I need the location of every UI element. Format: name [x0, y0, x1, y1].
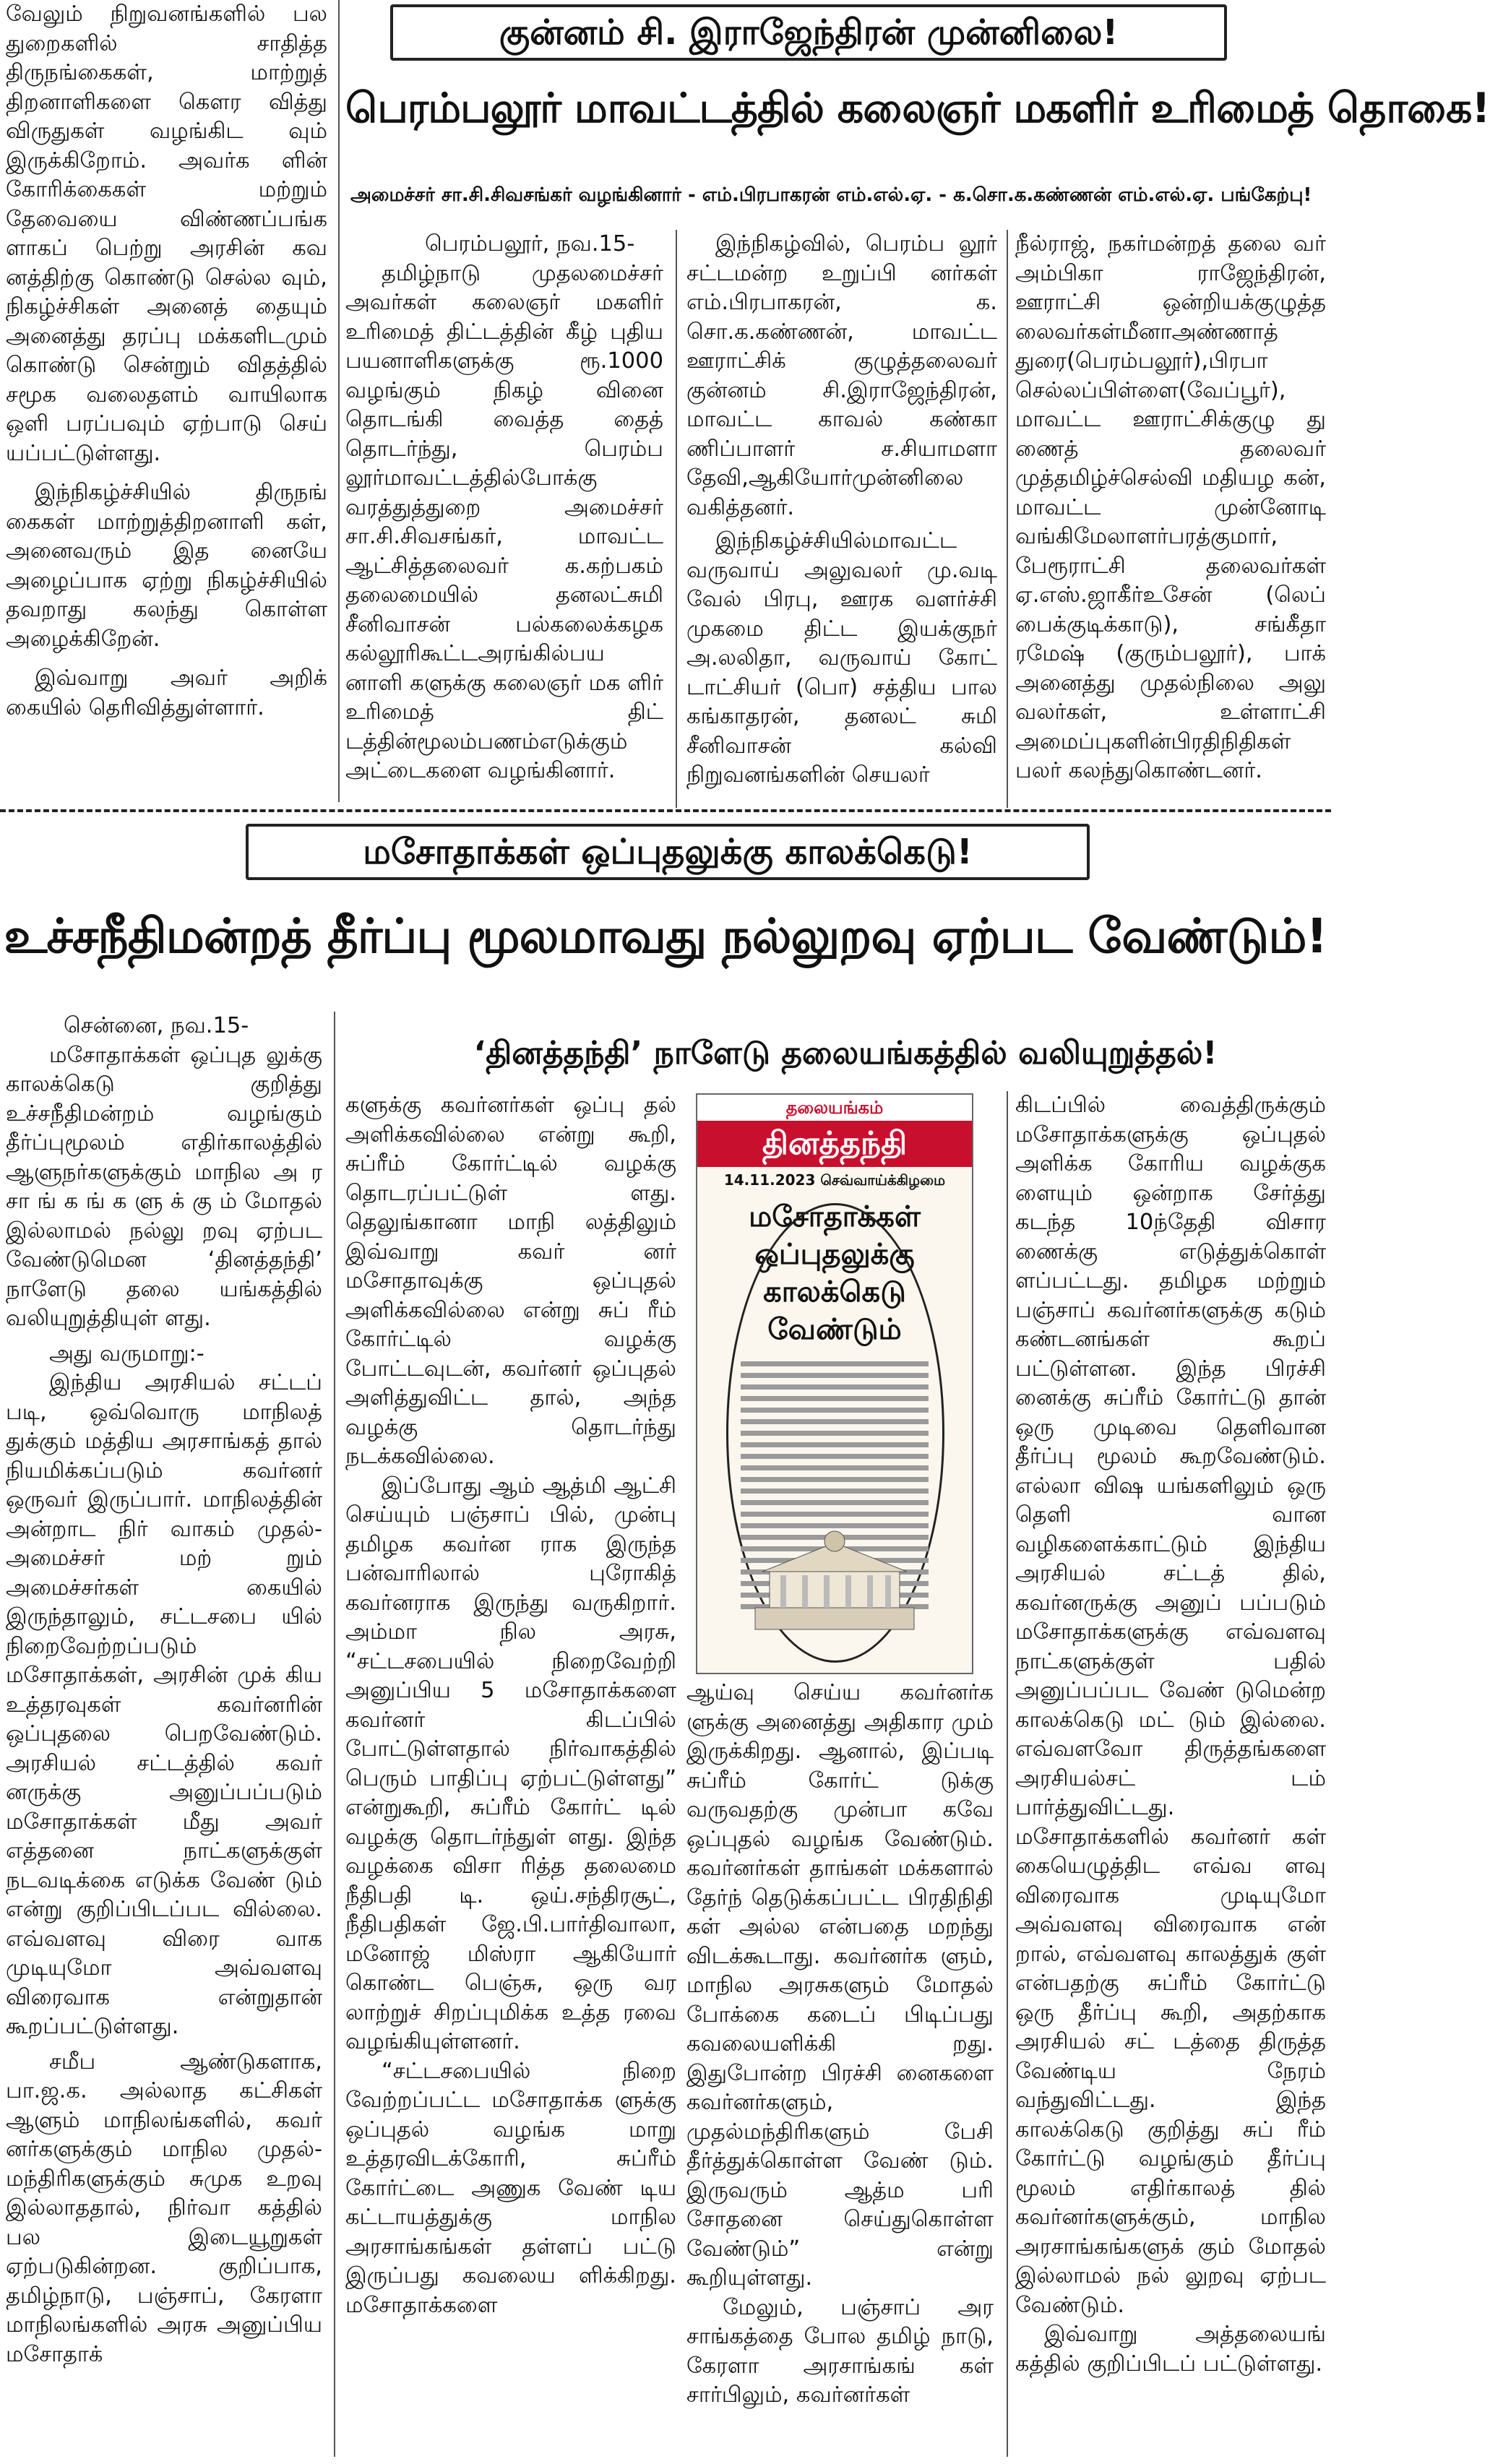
story2-column-3	[686, 1679, 994, 2411]
story1-subhead: அமைச்சர் சா.சி.சிவசங்கர் வழங்கினார் - எம்.பிரபாகரன் எம்.எல்.ஏ. - க.சொ.க.கண்ணன் எம்.எல்.ஏ. பங்கேற்பு!	[350, 184, 1312, 206]
clipping-masthead	[697, 1095, 972, 1167]
paragraph: மேலும், பஞ்சாப் அர சாங்கத்தை போல தமிழ் நாடு, கேரளா அரசாங்கங் கள் சார்பிலும், கவர்னர்கள்	[686, 2294, 994, 2408]
paragraph: இவ்வாறு அவர் அறிக் கையில் தெரிவித்துள்ளார்.	[6, 665, 327, 720]
story1-column-3	[686, 230, 997, 791]
paragraph: இந்நிகழ்ச்சியில்மாவட்ட வருவாய் அலுவலர் மு.வடி வேல் பிரபு, ஊரக வளர்ச்சி முகமை திட்ட இயக்குநர் அ.லலிதா, வருவாய் கோட் டாட்சியர் (பொ) சத்திய பால கங்காதரன், தனலட் சுமி சீனிவாசன் கல்வி நிறுவனங்களின் செயலர்	[686, 528, 997, 788]
paragraph: மசோதாக்கள் ஒப்புத லுக்கு காலக்கெடு குறித்து உச்சநீதிமன்றம் வழங்கும் தீர்ப்புமூலம் எதிர்காலத்தில் ஆளுநர்களுக்கும் மாநில அ ர சா ங் க ங் க ளு க் கு ம் மோதல் இல்லாமல் நல்லு றவு ஏற்பட வேண்டுமென ‘தினத்தந்தி’ நாளேடு தலை யங்கத்தில் வலியுறுத்தியுள் ளது.	[6, 1042, 322, 1331]
story1-column-4	[1015, 230, 1326, 786]
column-rule	[1007, 1091, 1008, 2457]
paragraph: இவ்வாறு அத்தலையங் கத்தில் குறிப்பிடப் பட்டுள்ளது.	[1015, 2322, 1326, 2377]
story1-column-2	[345, 230, 663, 786]
paragraph: இந்திய அரசியல் சட்டப் படி, ஒவ்வொரு மாநிலத் துக்கும் மத்திய அரசாங்கத் தால் நியமிக்கப்படும் கவர்னர் ஒருவர் இருப்பார். மாநிலத்தின் அன்றாட நிர் வாகம் முதல்-அமைச்சர் மற் றும் அமைச்சர்கள் கையில் இருந்தாலும், சட்டசபை யில் நிறைவேற்றப்படும் மசோதாக்கள், அரசின் முக் கிய உத்தரவுகள் கவர்னரின் ஒப்புதலை பெறவேண்டும். அரசியல் சட்டத்தில் கவர் னருக்கு அனுப்பப்படும் மசோதாக்கள் மீது அவர் எத்தனை நாட்களுக்குள் நடவடிக்கை எடுக்க வேண் டும் என்று குறிப்பிடப்பட வில்லை. எவ்வளவு விரை வாக முடியுமோ அவ்வளவு விரைவாக என்றுதான் கூறப்பட்டுள்ளது.	[6, 1370, 322, 2039]
paragraph: தமிழ்நாடு முதலமைச்சர் அவர்கள் கலைஞர் மகளிர் உரிமைத் திட்டத்தின் கீழ் புதிய பயனாளிகளுக்கு ரூ.1000 வழங்கும் நிகழ் வினை தொடங்கி வைத்த தைத் தொடர்ந்து, பெரம்ப லூர்மாவட்டத்தில்போக்கு வரத்துத்துறை அமைச்சர் சா.சி.சிவசங்கர், மாவட்ட ஆட்சித்தலைவர் க.கற்பகம் தலைமையில் தனலட்சுமி சீனிவாசன் பல்கலைக்கழக கல்லூரிகூட்டஅரங்கில்பய னாளி களுக்கு கலைஞர் மக ளிர் உரிமைத் திட் டத்தின்மூலம்பணம்எடுக்கும் அட்டைகளை வழங்கினார்.	[345, 260, 663, 783]
dateline: சென்னை, நவ.15-	[64, 1013, 249, 1038]
supreme-court-building-icon	[748, 1528, 921, 1637]
paragraph: “சட்டசபையில் நிறை வேற்றப்பட்ட மசோதாக்க ளுக்கு ஒப்புதல் வழங்க மாறு உத்தரவிடக்கோரி, சுப்ரீம் கோர்ட்டை அணுக வேண் டிய கட்டாயத்துக்கு மாநில அரசாங்கங்கள் தள்ளப் பட்டு இருப்பது கவலைய ளிக்கிறது. மசோதாக்களை	[345, 2058, 676, 2318]
paragraph: இப்போது ஆம் ஆத்மி ஆட்சி செய்யும் பஞ்சாப் பில், முன்பு தமிழக கவர்ன ராக இருந்த பன்வாரிலால் புரோகித் கவர்னராக இருந்து வருகிறார். அம்மா நில அரசு, “சட்டசபையில் நிறைவேற்றி அனுப்பிய 5 மசோதாக்களை கவர்னர் கிடப்பில் போட்டுள்ளதால் நிர்வாகத்தில் பெரும் பாதிப்பு ஏற்பட்டுள்ளது” என்றுகூறி, சுப்ரீம் கோர்ட் டில் வழக்கு தொடர்ந்துள் ளது. இந்த வழக்கை விசா ரித்த தலைமை நீதிபதி டி. ஒய்.சந்திரசூட், நீதிபதிகள் ஜே.பி.பார்திவாலா, மனோஜ் மிஸ்ரா ஆகியோர் கொண்ட பெஞ்சு, ஒரு வர லாற்றுச் சிறப்புமிக்க உத்த ரவை வழங்கியுள்ளனர்.	[345, 1473, 676, 2054]
newspaper-clipping-image	[696, 1093, 973, 1674]
story1-kicker: குன்னம் சி. இராஜேந்திரன் முன்னிலை!	[390, 4, 1227, 61]
story2-column-1	[6, 1012, 322, 2369]
story-divider	[0, 809, 1331, 812]
dateline: பெரம்பலூர், நவ.15-	[425, 231, 635, 257]
story1-column-1	[6, 0, 327, 723]
paragraph: இந்நிகழ்ச்சியில் திருநங் கைகள் மாற்றுத்திறனாளி கள், அனைவரும் இத னையே அழைப்பாக ஏற்று நிகழ்ச்சியில் தவறாது கலந்து கொள்ள அழைக்கிறேன்.	[6, 480, 327, 652]
column-rule	[334, 1012, 335, 2457]
paragraph: கிடப்பில் வைத்திருக்கும் மசோதாக்களுக்கு ஒப்புதல் அளிக்க கோரிய வழக்குக ளையும் ஒன்றாக சேர்த்து கடந்த 10ந்தேதி விசார ணைக்கு எடுத்துக்கொள் ளப்பட்டது. தமிழக மற்றும் பஞ்சாப் கவர்னர்களுக்கு கடும் கண்டனங்கள் கூறப் பட்டுள்ளன. இந்த பிரச்சி னைக்கு சுப்ரீம் கோர்ட்டு தான் ஒரு முடிவை தெளிவான தீர்ப்பு மூலம் கூறவேண்டும். எல்லா விஷ யங்களிலும் ஒரு தெளி வான வழிகளைக்காட்டும் இந்திய அரசியல் சட்டத் தில், கவர்னருக்கு அனுப் பப்படும் மசோதாக்களுக்கு எவ்வளவு நாட்களுக்குள் பதில் அனுப்பப்பட வேண் டுமென்ற காலக்கெடு மட் டும் இல்லை. எவ்வளவோ திருத்தங்களை அரசியல்சட் டம் பார்த்துவிட்டது. மசோதாக்களில் கவர்னர் கள் கையெழுத்திட எவ்வ ளவு விரைவாக முடியுமோ அவ்வளவு விரைவாக என் றால், எவ்வளவு காலத்துக் குள் என்பதற்கு சுப்ரீம் கோர்ட்டு ஒரு தீர்ப்பு கூறி, அதற்காக அரசியல் சட் டத்தை திருத்த வேண்டிய நேரம் வந்துவிட்டது. இந்த காலக்கெடு குறித்து சுப் ரீம் கோர்ட்டு வழங்கும் தீர்ப்பு மூலம் எதிர்காலத் தில் கவர்னர்களுக்கும், மாநில அரசாங்கங்களுக் கும் மோதல் இல்லாமல் நல் லுறவு ஏற்பட வேண்டும்.	[1015, 1093, 1326, 2318]
story2-kicker: மசோதாக்கள் ஒப்புதலுக்கு காலக்கெடு!	[246, 824, 1090, 880]
paragraph: சமீப ஆண்டுகளாக, பா.ஜ.க. அல்லாத கட்சிகள் ஆளும் மாநிலங்களில், கவர் னர்களுக்கும் மாநில முதல்- மந்திரிகளுக்கும் சுமுக உறவு இல்லாததால், நிர்வா கத்தில் பல இடையூறுகள் ஏற்படுகின்றன. குறிப்பாக, தமிழ்நாடு, பஞ்சாப், கேரளா மாநிலங்களில் அரசு அனுப்பிய மசோதாக்	[6, 2049, 322, 2367]
clipping-masthead-title: தினத்தந்தி	[762, 1125, 908, 1162]
story2-subhead: ‘தினத்தந்தி’ நாளேடு தலையங்கத்தில் வலியுறுத்தல்!	[473, 1035, 1218, 1072]
story2-column-2	[345, 1091, 676, 2320]
story1-headline: பெரம்பலூர் மாவட்டத்தில் கலைஞர் மகளிர் உரிமைத் தொகை!	[345, 85, 1490, 132]
column-rule	[676, 230, 677, 808]
column-rule	[1007, 230, 1008, 808]
paragraph: நீல்ராஜ், நகர்மன்றத் தலை வர் அம்பிகா ராஜேந்திரன், ஊராட்சி ஒன்றியக்குழுத்த லைவர்கள்மீனாஅண்ணாத் துரை(பெரம்பலூர்),பிரபா செல்லப்பிள்ளை(வேப்பூர்), மாவட்ட ஊராட்சிக்குழு து ணைத் தலைவர் முத்தமிழ்ச்செல்வி மதியழ கன், மாவட்ட முன்னோடி வங்கிமேலாளர்பரத்குமார், பேரூராட்சி தலைவர்கள் ஏ.எஸ்.ஜாகீர்உசேன் (லெப் பைக்குடிக்காடு), சங்கீதா ரமேஷ் (குரும்பலூர்), பாக் அனைத்து முதல்நிலை அலு வலர்கள், உள்ளாட்சி அமைப்புகளின்பிரதிநிதிகள் பலர் கலந்துகொண்டனர்.	[1015, 231, 1326, 783]
story2-headline: உச்சநீதிமன்றத் தீர்ப்பு மூலமாவது நல்லுறவு ஏற்பட வேண்டும்!	[4, 908, 1327, 964]
clipping-date: 14.11.2023 செவ்வாய்க்கிழமை	[723, 1171, 946, 1189]
paragraph: வேலும் நிறுவனங்களில் பல துறைகளில் சாதித்த திருநங்கைகள், மாற்றுத் திறனாளிகளை கௌர வித்து விருதுகள் வழங்கிட வும் இருக்கிறோம். அவர்க ளின் கோரிக்கைகள் மற்றும் தேவையை விண்ணப்பங்க ளாகப் பெற்று அரசின் கவ னத்திற்கு கொண்டு செல்ல வும், நிகழ்ச்சிகள் அனைத் தையும் அனைத்து தரப்பு மக்களிடமும் கொண்டு சென்றும் விதத்தில் சமூக வலைதளம் வாயிலாக ஒளி பரப்பவும் ஏற்பாடு செய் யப்பட்டுள்ளது.	[6, 1, 327, 466]
paragraph: களுக்கு கவர்னர்கள் ஒப்பு தல் அளிக்கவில்லை என்று கூறி, சுப்ரீம் கோர்ட்டில் வழக்கு தொடரப்பட்டுள் ளது. தெலுங்கானா மாநி லத்திலும் இவ்வாறு கவர் னர் மசோதாவுக்கு ஒப்புதல் அளிக்கவில்லை என்று சுப் ரீம் கோர்ட்டில் வழக்கு போட்டவுடன், கவர்னர் ஒப்புதல் அளித்துவிட்ட தால், அந்த வழக்கு தொடர்ந்து நடக்கவில்லை.	[345, 1093, 676, 1469]
paragraph: அது வருமாறு:-	[49, 1340, 204, 1366]
paragraph: இந்நிகழ்வில், பெரம்ப லூர் சட்டமன்ற உறுப்பி னர்கள் எம்.பிரபாகரன், க. சொ.க.கண்ணன், மாவட்ட ஊராட்சிக் குழுத்தலைவர் குன்னம் சி.இராஜேந்திரன், மாவட்ட காவல் கண்கா ணிப்பாளர் ச.சியாமளா தேவி,ஆகியோர்முன்னிலை வகித்தனர்.	[686, 231, 997, 520]
column-rule	[338, 0, 340, 802]
clipping-title: மசோதாக்கள் ஒப்புதலுக்கு காலக்கெடு வேண்டும்	[749, 1200, 921, 1346]
paragraph: ஆய்வு செய்ய கவர்னர்க ளுக்கு அனைத்து அதிகார மும் இருக்கிறது. ஆனால், இப்படி சுப்ரீம் கோர்ட் டுக்கு வருவதற்கு முன்பா கவே ஒப்புதல் வழங்க வேண்டும். கவர்னர்கள் தாங்கள் மக்களால் தேர்ந் தெடுக்கப்பட்ட பிரதிநிதி கள் அல்ல என்பதை மறந்து விடக்கூடாது. கவர்னர்க ளும், மாநில அரசுகளும் மோதல் போக்கை கடைப் பிடிப்பது கவலையளிக்கி றது. இதுபோன்ற பிரச்சி னைகளை கவர்னர்களும், முதல்மந்திரிகளும் பேசி தீர்த்துக்கொள்ள வேண் டும். இருவரும் ஆத்ம பரி சோதனை செய்துகொள்ள வேண்டும்” என்று கூறியுள்ளது.	[686, 1680, 994, 2291]
clipping-section: தலையங்கம்	[697, 1095, 972, 1121]
story2-column-4	[1015, 1091, 1326, 2379]
